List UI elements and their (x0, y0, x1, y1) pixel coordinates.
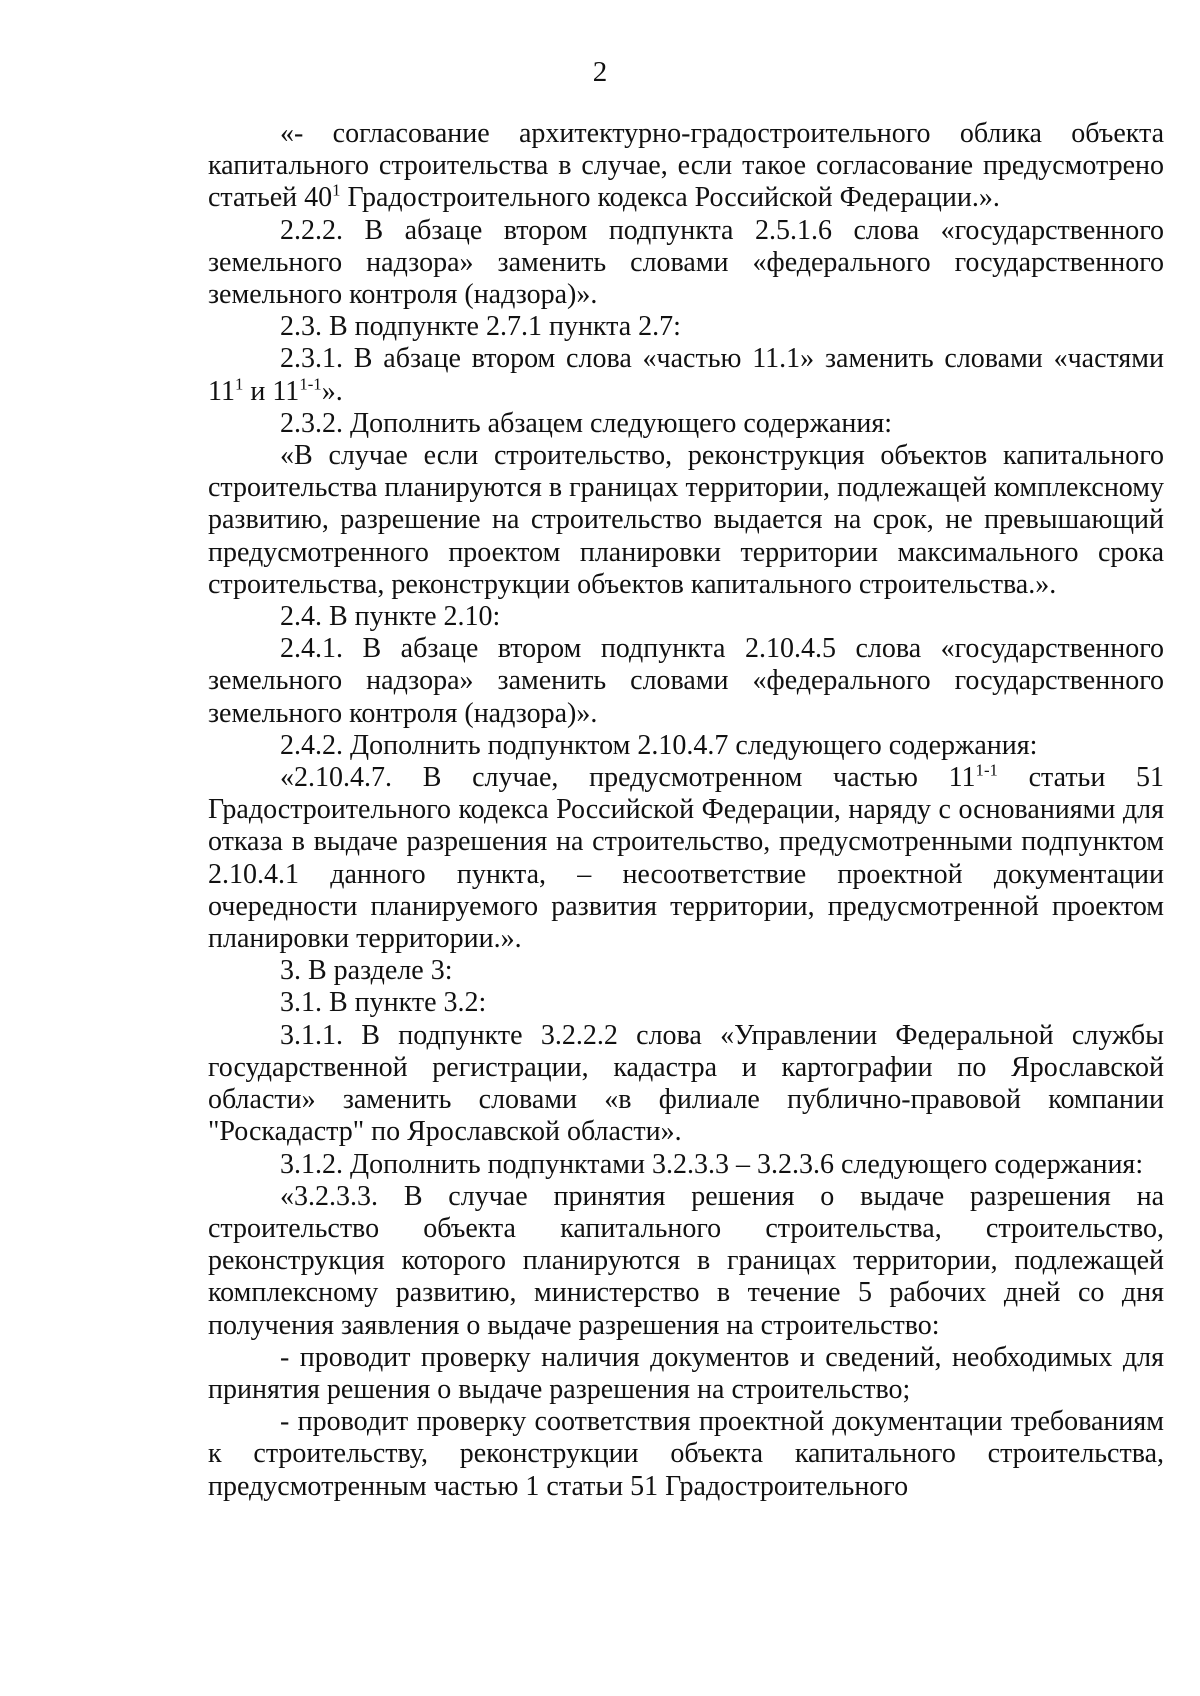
paragraph-2-3-1 (208, 343, 1164, 407)
paragraph-compliance-check: - проводит проверку соответствия проектной документации требованиям к строительству, реконструкции объекта капитального строительства, предусмотренным частью 1 статьи 51 Градостроительного (208, 1406, 1164, 1502)
superscript: 1-1 (975, 760, 998, 780)
paragraph-2-3-2: 2.3.2. Дополнить абзацем следующего содержания: (280, 407, 893, 439)
paragraph-2-2-2: 2.2.2. В абзаце втором подпункта 2.5.1.6 слова «государственного земельного надзора» заменить словами «федерального государственного земельного контроля (надзора)». (208, 214, 1164, 311)
paragraph-2-10-4-7 (208, 762, 1164, 955)
paragraph-2-3: 2.3. В подпункте 2.7.1 пункта 2.7: (280, 311, 681, 343)
paragraph-3-1-2: 3.1.2. Дополнить подпунктами 3.2.3.3 – 3.2.3.6 следующего содержания: (280, 1148, 1144, 1180)
text-run: ». (321, 375, 343, 407)
paragraph-2-4-2: 2.4.2. Дополнить подпунктом 2.10.4.7 следующего содержания: (280, 729, 1038, 761)
text-run: «2.10.4.7. В случае, предусмотренном частью 11 (280, 762, 976, 794)
paragraph-3-2-3-3: «3.2.3.3. В случае принятия решения о выдаче разрешения на строительство объекта капитального строительства, строительство, реконструкция которого планируются в границах территории, подлежащей комплексному развитию, министерство в течение 5 рабочих дней со дня получения заявления о выдаче разрешения на строительство: (208, 1180, 1164, 1341)
text-run: 2.3.1. В абзаце втором слова «частью 11.1» заменить словами «частями 11 (208, 343, 1164, 407)
text-run: статьи 51 Градостроительного кодекса Российской Федерации, наряду с основаниями для отказа в выдаче разрешения на строительство, предусмотренными подпунктом 2.10.4.1 данного пункта, – несоответствие проектной документации очередности планируемого развития территории, предусмотренной проектом планировки территории.». (208, 762, 1165, 955)
text-run: и 11 (243, 375, 300, 407)
document-body (208, 118, 1164, 1503)
paragraph-section-3: 3. В разделе 3: (280, 955, 453, 987)
page-number: 2 (592, 56, 608, 88)
superscript: 1 (332, 181, 341, 201)
paragraph-document-check: - проводит проверку наличия документов и сведений, необходимых для принятия решения о выдаче разрешения на строительство; (208, 1341, 1164, 1405)
text-run: Градостроительного кодекса Российской Федерации.». (340, 182, 1000, 214)
paragraph-2-4-1: 2.4.1. В абзаце втором подпункта 2.10.4.5 слова «государственного земельного надзора» заменить словами «федерального государственного земельного контроля (надзора)». (208, 633, 1164, 729)
text-run: «- согласование архитектурно-градостроительного облика объекта капитального строительства в случае, если такое согласование предусмотрено статьей 40 (208, 118, 1164, 214)
paragraph-2-4: 2.4. В пункте 2.10: (280, 601, 501, 633)
paragraph-3-1-1: 3.1.1. В подпункте 3.2.2.2 слова «Управлении Федеральной службы государственной регистрации, кадастра и картографии по Ярославской области» заменить словами «в филиале публично-правовой компании "Роскадастр" по Ярославской области». (208, 1019, 1164, 1148)
paragraph-complex-development-term: «В случае если строительство, реконструкция объектов капитального строительства планируются в границах территории, подлежащей комплексному развитию, разрешение на строительство выдается на срок, не превышающий предусмотренного проектом планировки территории максимального срока строительства, реконструкции объектов капитального строительства.». (208, 440, 1164, 600)
paragraph-architectural-approval (208, 118, 1164, 215)
superscript: 1 (234, 374, 244, 394)
superscript: 1-1 (299, 374, 322, 394)
paragraph-3-1: 3.1. В пункте 3.2: (280, 987, 487, 1019)
